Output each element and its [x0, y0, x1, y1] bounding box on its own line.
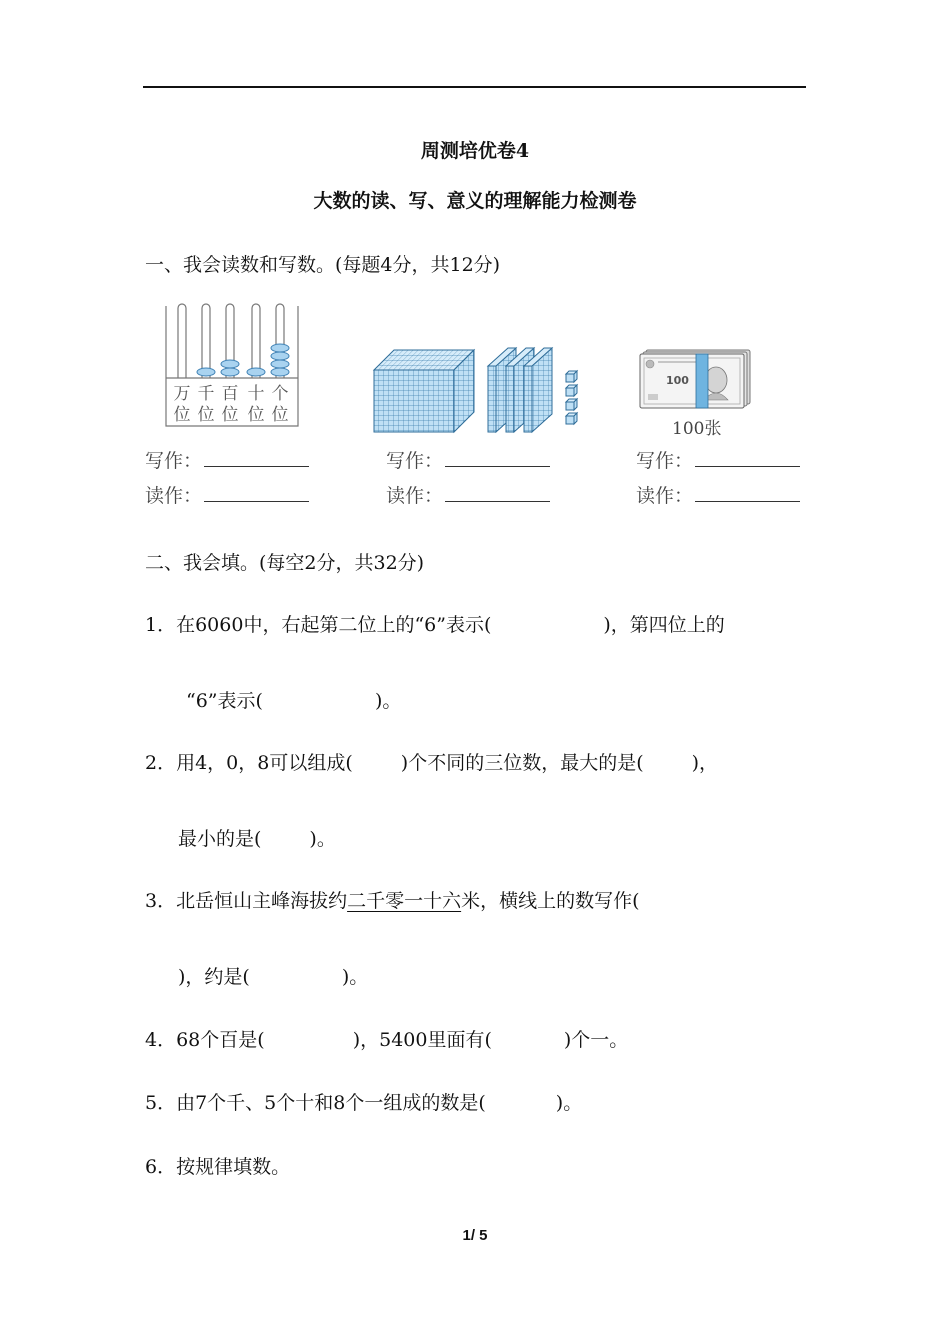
- abacus-bead: [197, 368, 215, 376]
- write-answer-3: [636, 446, 800, 473]
- unit-cube: [566, 413, 577, 424]
- abacus-figure: [160, 296, 305, 432]
- abacus-bead: [271, 352, 289, 360]
- read-label: 读作：: [636, 485, 694, 507]
- abacus-label-top: 个: [271, 384, 289, 404]
- section2-heading: 二、我会填。(每空2分，共32分): [145, 552, 425, 574]
- question-6: 6．按规律填数。: [145, 1156, 291, 1178]
- abacus-bead: [247, 368, 265, 376]
- answer-blank[interactable]: [445, 448, 550, 467]
- page-title: 周测培优卷4: [420, 140, 530, 162]
- cube-blocks-figure: [368, 340, 588, 436]
- question-3-line1: 3．北岳恒山主峰海拔约二千零一十六米，横线上的数写作(: [145, 890, 640, 912]
- header-rule: [143, 86, 806, 88]
- abacus-label-top: 万: [173, 384, 191, 404]
- read-answer-3: [636, 481, 800, 508]
- banknote-value: 100: [666, 374, 689, 387]
- abacus-bead: [271, 344, 289, 352]
- question-2-line1: 2．用4，0，8可以组成( )个不同的三位数，最大的是( )，: [145, 752, 719, 774]
- section1-heading: 一、我会读数和写数。(每题4分，共12分): [145, 254, 501, 276]
- write-label: 写作：: [636, 450, 694, 472]
- question-3-line2: )，约是( )。: [178, 966, 369, 988]
- underlined-number: 二千零一十六: [347, 890, 462, 912]
- abacus-bead: [271, 360, 289, 368]
- abacus-label-bottom: 位: [197, 405, 215, 425]
- abacus-rod: [252, 304, 260, 378]
- abacus-rod: [202, 304, 210, 378]
- unit-cube: [566, 385, 577, 396]
- banknote-stack-figure: [636, 344, 756, 410]
- abacus-label-bottom: 位: [221, 405, 239, 425]
- answer-blank[interactable]: [695, 448, 800, 467]
- abacus-label-top: 百: [221, 384, 239, 404]
- answer-blank[interactable]: [204, 448, 309, 467]
- abacus-bead: [271, 368, 289, 376]
- answer-blank[interactable]: [445, 483, 550, 502]
- abacus-rod: [178, 304, 186, 378]
- banknote-caption: 100张: [672, 419, 722, 439]
- question-1-line2: “6”表示( )。: [186, 690, 402, 712]
- paper-band: [696, 354, 708, 408]
- read-answer-2: [386, 481, 550, 508]
- write-label: 写作：: [386, 450, 444, 472]
- question-4: 4．68个百是( )，5400里面有( )个一。: [145, 1029, 629, 1051]
- write-answer-1: [145, 446, 309, 473]
- unit-cube: [566, 399, 577, 410]
- write-answer-2: [386, 446, 550, 473]
- question-5: 5．由7个千、5个十和8个一组成的数是( )。: [145, 1092, 583, 1114]
- question-2-line2: 最小的是( )。: [178, 828, 336, 850]
- abacus-label-bottom: 位: [247, 405, 265, 425]
- read-answer-1: [145, 481, 309, 508]
- abacus-bead: [221, 360, 239, 368]
- abacus-bead: [221, 368, 239, 376]
- unit-cube: [566, 371, 577, 382]
- read-label: 读作：: [145, 485, 203, 507]
- question-1-line1: 1．在6060中，右起第二位上的“6”表示( )，第四位上的: [145, 614, 725, 636]
- page-subtitle: 大数的读、写、意义的理解能力检测卷: [313, 190, 637, 212]
- read-label: 读作：: [386, 485, 444, 507]
- abacus-label-top: 千: [197, 384, 215, 404]
- answer-blank[interactable]: [695, 483, 800, 502]
- write-label: 写作：: [145, 450, 203, 472]
- abacus-label-bottom: 位: [271, 405, 289, 425]
- answer-blank[interactable]: [204, 483, 309, 502]
- abacus-label-bottom: 位: [173, 405, 191, 425]
- page-number: 1/ 5: [462, 1227, 488, 1244]
- thousand-cube: [374, 350, 474, 432]
- abacus-label-top: 十: [247, 384, 265, 404]
